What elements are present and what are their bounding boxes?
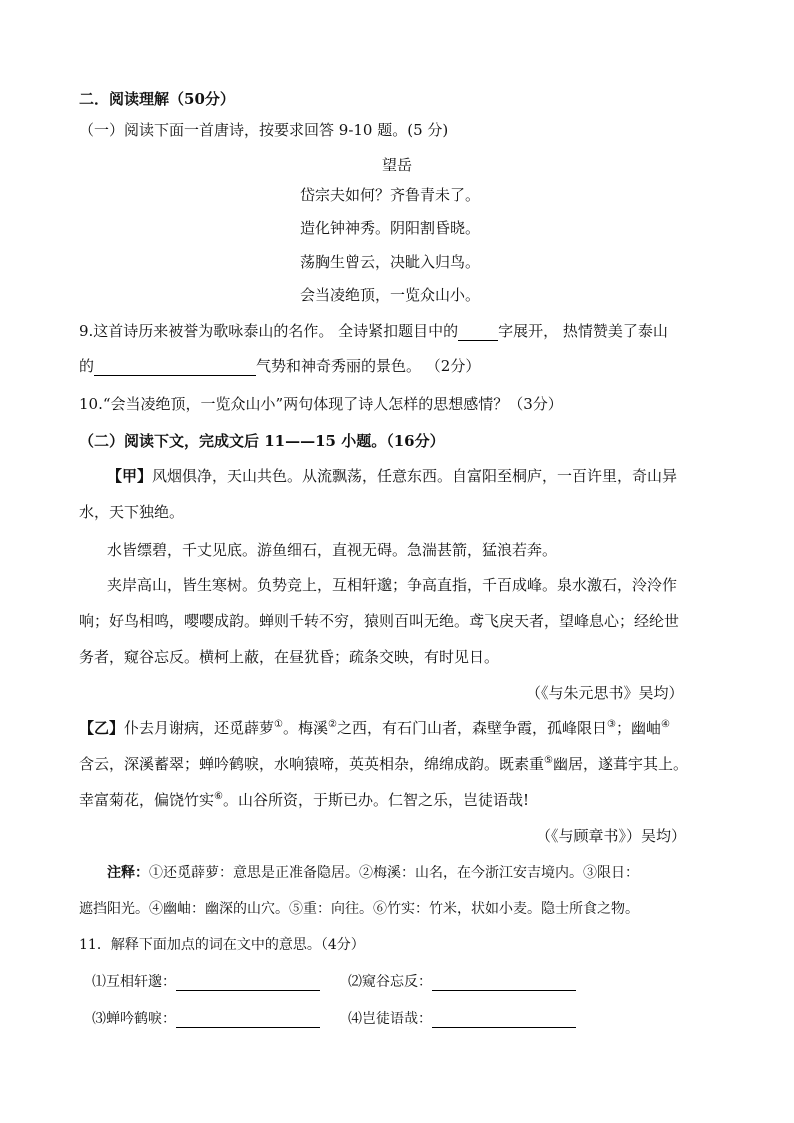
answer-blank-11-2[interactable] [432, 976, 576, 991]
answer-blank-9a[interactable] [458, 326, 498, 341]
answer-blank-9b[interactable] [94, 361, 256, 376]
answer-blank-11-1[interactable] [176, 976, 320, 991]
footnote-ref-1: ① [274, 719, 283, 730]
jia-paragraph-3-line-2: 响；好鸟相鸣，嘤嘤成韵。蝉则千转不穷，猿则百叫无绝。鸢飞戾天者，望峰息心；经纶世 [79, 612, 680, 630]
poem-line-1: 岱宗夫如何？齐鲁青未了。 [300, 186, 481, 204]
jia-paragraph-3-line-1: 夹岸高山，皆生寒树。负势竞上，互相轩邈；争高直指，千百成峰。泉水激石，泠泠作 [107, 576, 678, 594]
jia-paragraph-3-line-3: 务者，窥谷忘反。横柯上蔽，在昼犹昏；疏条交映，有时见日。 [79, 648, 500, 666]
q11-item-4-label: ⑷岂徒语哉： [348, 1011, 432, 1027]
yi-text-2b: 幽居，遂葺宇其上。 [552, 755, 688, 773]
yi-line-1 [79, 717, 670, 738]
yi-text-1d: ；幽岫 [615, 719, 661, 737]
q11-item-1-label: ⑴互相轩邈： [92, 974, 176, 990]
q11-item-1 [92, 971, 320, 991]
jia-label: 【甲】 [107, 467, 153, 485]
notes-line-1 [107, 862, 639, 882]
question-9-line-2 [79, 355, 480, 376]
q11-item-3 [92, 1008, 320, 1028]
poem-line-2: 造化钟神秀。阴阳割昏晓。 [300, 219, 481, 237]
footnote-ref-2: ② [328, 719, 337, 730]
footnote-ref-5: ⑤ [544, 755, 553, 766]
poem-line-3: 荡胸生曾云，决眦入归鸟。 [300, 253, 481, 271]
answer-blank-11-3[interactable] [176, 1013, 320, 1028]
section-title: 二．阅读理解（50分） [79, 90, 235, 108]
question-9-text-d: 气势和神奇秀丽的景色。 （2分） [256, 357, 481, 375]
jia-paragraph-2: 水皆缥碧，千丈见底。游鱼细石，直视无碍。急湍甚箭，猛浪若奔。 [107, 541, 558, 559]
answer-blank-11-4[interactable] [432, 1013, 576, 1028]
question-9-text-c: 的 [79, 357, 95, 375]
jia-p1-text-a: 风烟俱净，天山共色。从流飘荡，任意东西。自富阳至桐庐，一百许里，奇山异 [152, 467, 678, 485]
yi-text-3a: 幸富菊花，偏饶竹实 [79, 791, 215, 809]
jia-source: （《与朱元思书》吴均） [526, 684, 684, 702]
footnote-ref-6: ⑥ [214, 791, 223, 802]
question-9-text-a: 9.这首诗历来被誉为歌咏泰山的名作。 全诗紧扣题目中的 [79, 322, 459, 340]
yi-line-2 [79, 753, 688, 774]
q11-item-2-label: ⑵窥谷忘反： [348, 974, 432, 990]
jia-paragraph-1-line-2: 水，天下独绝。 [79, 503, 185, 521]
jia-paragraph-1-line-1 [107, 465, 677, 486]
notes-line-2: 遮挡阳光。④幽岫：幽深的山穴。⑤重：向往。⑥竹实：竹米，状如小麦。隐士所食之物。 [79, 901, 639, 917]
question-9-text-b: 字展开， 热情赞美了泰山 [498, 322, 668, 340]
yi-source: （《与顾章书》）吴均） [536, 827, 687, 845]
part2-intro: （二）阅读下文，完成文后 11——15 小题。（16分） [79, 432, 445, 450]
q11-item-4 [348, 1008, 576, 1028]
poem-line-4: 会当凌绝顶，一览众山小。 [300, 286, 481, 304]
yi-label: 【乙】 [79, 719, 125, 737]
footnote-ref-4: ④ [660, 719, 670, 730]
q11-item-3-label: ⑶蝉吟鹤唳： [92, 1011, 176, 1027]
q11-item-2 [348, 971, 576, 991]
yi-text-1b: 。梅溪 [283, 719, 329, 737]
yi-line-3 [79, 789, 529, 810]
notes-text-a: ①还觅薜萝：意思是正准备隐居。②梅溪：山名，在今浙江安吉境内。③限日： [149, 865, 639, 881]
footnote-ref-3: ③ [607, 719, 616, 730]
poem-title: 望岳 [382, 156, 413, 174]
yi-text-3b: 。山谷所资，于斯已办。仁智之乐，岂徒语哉! [222, 791, 530, 809]
question-9-line-1 [79, 320, 668, 341]
notes-label: 注释： [107, 865, 149, 881]
yi-text-1a: 仆去月谢病，还觅薜萝 [124, 719, 275, 737]
yi-text-2a: 含云，深溪蓄翠；蝉吟鹤唳，水响猿啼，英英相杂，绵绵成韵。既素重 [79, 755, 545, 773]
part1-intro: （一）阅读下面一首唐诗，按要求回答 9-10 题。(5 分) [79, 121, 449, 139]
yi-text-1c: 之西，有石门山者，森壁争霞，孤峰限日 [336, 719, 607, 737]
question-11-title: 11．解释下面加点的词在文中的意思。（4分） [79, 937, 365, 953]
question-10: 10.“会当凌绝顶，一览众山小”两句体现了诗人怎样的思想感情？（3分） [79, 395, 563, 413]
